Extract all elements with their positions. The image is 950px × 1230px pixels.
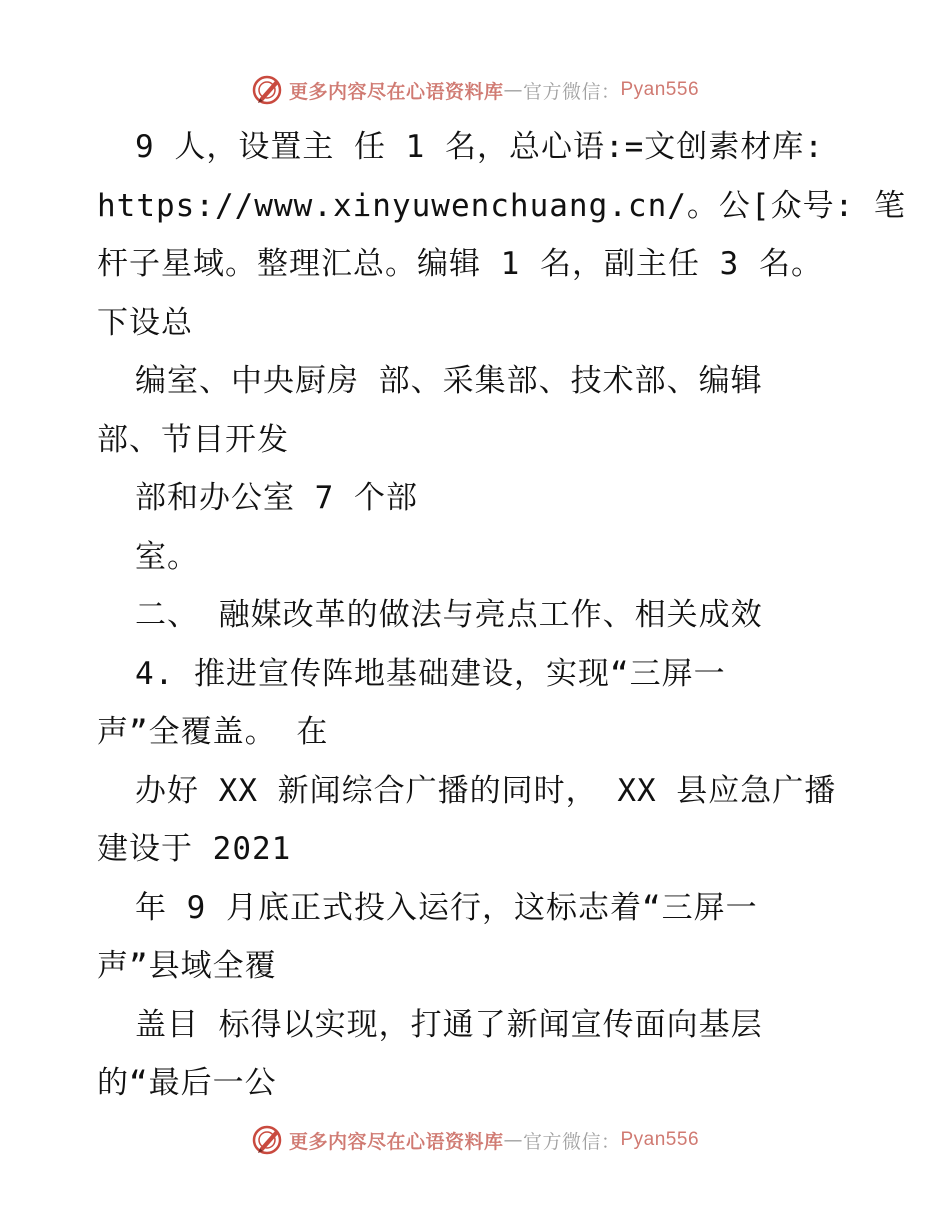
text-line: https://www.xinyuwenchuang.cn/。公[众号: 笔: [97, 187, 906, 224]
text-line: 9 人，设置主 任 1 名，总心语:=文创素材库:: [135, 129, 824, 165]
text-line: 盖目 标得以实现，打通了新闻宣传面向基层: [135, 1006, 763, 1043]
banner-separator: —: [503, 79, 523, 101]
banner-wechat-id: Pyan556: [620, 79, 700, 100]
section-heading: 二、 融媒改革的做法与亮点工作、相关成效: [135, 597, 763, 633]
text-line: 声”县域全覆: [97, 948, 277, 984]
banner-main-text: 更多内容尽在心语资料库: [288, 1130, 504, 1153]
text-line: 杆子星域。整理汇总。编辑 1 名，副主任 3 名。: [97, 246, 823, 282]
banner-main-text: 更多内容尽在心语资料库: [288, 80, 504, 103]
text-line: 声”全覆盖。 在: [97, 714, 329, 750]
text-line: 建设于 2021: [97, 831, 292, 867]
text-line: 的“最后一公: [97, 1065, 277, 1101]
footer-watermark-banner: [0, 1122, 950, 1158]
banner-wechat-id: Pyan556: [620, 1129, 700, 1150]
text-line: 部、节目开发: [97, 421, 289, 458]
text-line: 编室、中央厨房 部、采集部、技术部、编辑: [135, 363, 763, 399]
text-line: 室。: [135, 538, 199, 575]
banner-sub-text: 官方微信：: [522, 1130, 621, 1153]
pen-logo-icon: [251, 1124, 283, 1156]
text-line: 部和办公室 7 个部: [135, 480, 418, 516]
banner-sub-text: 官方微信：: [522, 80, 621, 103]
pen-logo-icon: [251, 74, 283, 106]
header-watermark-banner: [0, 72, 950, 108]
banner-separator: —: [503, 1129, 523, 1151]
text-line: 下设总: [97, 304, 193, 341]
text-line: 办好 XX 新闻综合广播的同时， XX 县应急广播: [135, 772, 837, 809]
text-line: 4. 推进宣传阵地基础建设，实现“三屏一: [135, 655, 726, 692]
text-line: 年 9 月底正式投入运行，这标志着“三屏一: [135, 889, 758, 926]
document-body: [97, 118, 906, 1113]
